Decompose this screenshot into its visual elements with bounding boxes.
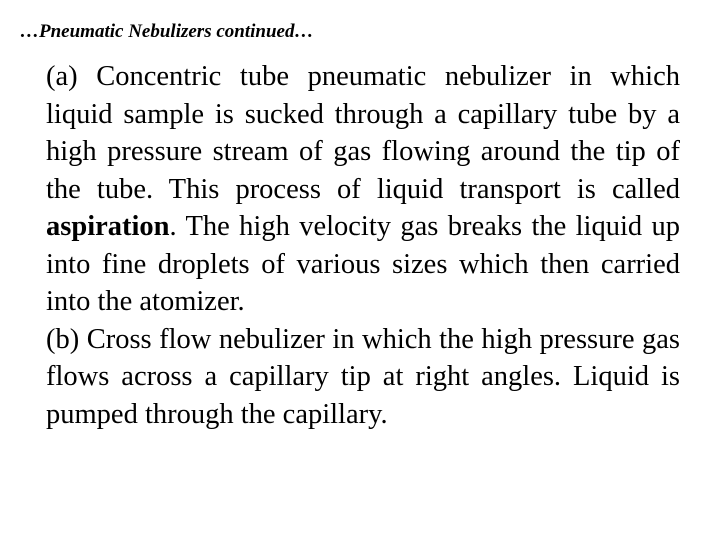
paragraph-a <box>46 58 680 321</box>
paragraph-b <box>46 321 680 434</box>
aspiration-term: aspiration <box>46 211 170 242</box>
paragraph-b-text: (b) Cross flow nebulizer in which the high pressure gas flows across a capillary tip at right angles. Liquid is pumped through the capillary. <box>46 323 680 430</box>
paragraph-a-text: (a) Concentric tube pneumatic nebulizer in which liquid sample is sucked through a capillary tube by a high pressure stream of gas flowing around the tip of the tube. This process of liquid transport is called <box>46 61 680 205</box>
paragraph-a-continuation: . The high velocity gas breaks the liquid up into fine droplets of various sizes which then carried into the atomizer. <box>46 211 680 317</box>
slide-title: …Pneumatic Nebulizers continued… <box>20 21 314 42</box>
slide-body <box>46 58 680 433</box>
